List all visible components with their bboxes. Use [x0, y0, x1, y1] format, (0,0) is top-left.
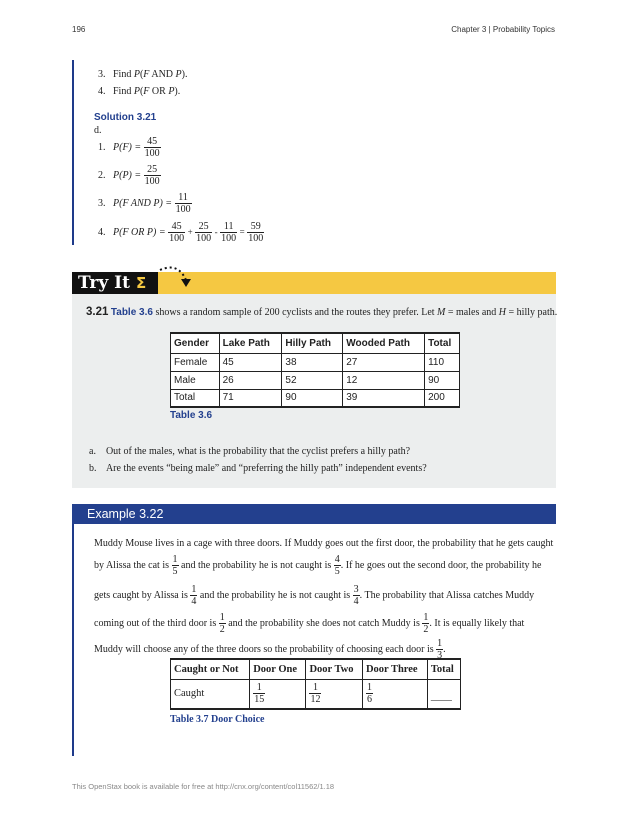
sigma-icon: Σ	[135, 274, 147, 292]
cyclist-table	[170, 332, 460, 408]
table-row: Male 26 52 12 90	[171, 371, 460, 389]
problem-item-3: 3. Find P(F AND P).	[98, 69, 188, 80]
problem-item-4: 4. Find P(F OR P).	[98, 86, 181, 97]
fraction: $\frac{1}{15}$	[254, 682, 265, 706]
table-header: Gender	[171, 333, 220, 353]
table-header: Door Two	[306, 659, 362, 679]
table-row: Female 45 38 27 110	[171, 353, 460, 371]
fraction: $\frac{3}{4}$	[353, 583, 359, 607]
table-row: Total 71 90 39 200	[171, 389, 460, 407]
table-header: Door Three	[362, 659, 427, 679]
fraction: $\frac{1}{2}$	[219, 611, 225, 635]
fraction: $\frac{25}{100}$	[196, 220, 212, 244]
example-indicator	[72, 524, 74, 756]
fraction: $\frac{11}{100}$	[175, 191, 191, 215]
table-3-6-caption: Table 3.6	[170, 410, 213, 421]
table-header: Hilly Path	[282, 333, 343, 353]
problem-indicator	[72, 60, 74, 245]
try-it-label: Try It	[78, 273, 130, 293]
para-line-2: by Alissa the cat is $\frac{1}{5}$ and the probability he is not caught is $\frac{4}{5}$ . If he goes out the second door, the probability he	[94, 553, 542, 577]
fraction: $\frac{1}{3}$	[437, 637, 443, 661]
solution-part: d.	[94, 125, 102, 136]
table-header: Lake Path	[219, 333, 282, 353]
para-line-4: coming out of the third door is $\frac{1}{2}$ and the probability she does not catch Muddy is $\frac{1}{2}$ . It is equally likely that	[94, 611, 525, 635]
example-title: Example 3.22	[87, 507, 164, 521]
table-header-row	[171, 659, 461, 679]
table-header: Total	[427, 659, 460, 679]
fraction: $\frac{1}{4}$	[191, 583, 197, 607]
fraction: $\frac{45}{100}$	[144, 135, 160, 159]
table-3-6-link[interactable]: Table 3.6	[110, 307, 153, 318]
table-row: Caught $\frac{1}{15}$ $\frac{1}{12}$ $\frac{1}{6}$ ____	[171, 679, 461, 709]
door-choice-table	[170, 658, 461, 710]
fraction: $\frac{4}{5}$	[334, 553, 340, 577]
footer-text: This OpenStax book is available for free at http://cnx.org/content/col11562/1.18	[72, 782, 335, 791]
question-a: a. Out of the males, what is the probability that the cyclist prefers a hilly path?	[89, 446, 411, 457]
fraction: $\frac{45}{100}$	[169, 220, 185, 244]
fraction: $\frac{59}{100}$	[248, 220, 264, 244]
example-header	[72, 504, 556, 524]
solution-title: Solution 3.21	[94, 112, 157, 123]
chapter-title: Chapter 3 | Probability Topics	[451, 25, 555, 34]
table-header: Caught or Not	[171, 659, 250, 679]
fraction: $\frac{1}{12}$	[310, 682, 321, 706]
try-it-intro: 3.21 Table 3.6 shows a random sample of 200 cyclists and the routes they prefer. Let M = males and H = hilly path.	[86, 306, 558, 318]
table-header: Total	[425, 333, 460, 353]
fraction: $\frac{1}{6}$	[366, 682, 372, 706]
solution-item-1: 1. P(F) = $\frac{45}{100}$	[98, 135, 160, 159]
table-header: Wooded Path	[343, 333, 425, 353]
fraction: $\frac{1}{5}$	[172, 553, 178, 577]
example-paragraph	[94, 538, 554, 662]
table-3-7-caption: Table 3.7 Door Choice	[170, 714, 265, 725]
dotted-arrow-icon	[156, 262, 196, 292]
fraction: $\frac{25}{100}$	[144, 163, 160, 187]
fraction: $\frac{1}{2}$	[423, 611, 429, 635]
table-header-row	[171, 333, 460, 353]
solution-item-3: 3. P(F AND P) = $\frac{11}{100}$	[98, 191, 191, 215]
solution-item-4: 4. P(F OR P) = $\frac{45}{100}$ + $\frac{25}{100}$ - $\frac{11}{100}$ = $\frac{59}{100}$	[98, 220, 264, 244]
para-line-5: Muddy will choose any of the three doors so the probability of choosing each door is $\frac{1}{3}$ .	[94, 637, 446, 661]
solution-item-2: 2. P(P) = $\frac{25}{100}$	[98, 163, 160, 187]
question-b: b. Are the events “being male” and “preferring the hilly path” independent events?	[89, 463, 427, 474]
table-header: Door One	[250, 659, 306, 679]
try-it-label-box	[72, 272, 158, 294]
blank-cell: ____	[427, 679, 460, 709]
fraction: $\frac{11}{100}$	[221, 220, 237, 244]
para-line-3: gets caught by Alissa is $\frac{1}{4}$ and the probability he is not caught is $\frac{3}{4}$ . The probability that Alissa catches Muddy	[94, 583, 535, 607]
page-number: 196	[72, 25, 86, 34]
para-line-1: Muddy Mouse lives in a cage with three doors. If Muddy goes out the first door, the probability that he gets caught	[94, 538, 554, 549]
